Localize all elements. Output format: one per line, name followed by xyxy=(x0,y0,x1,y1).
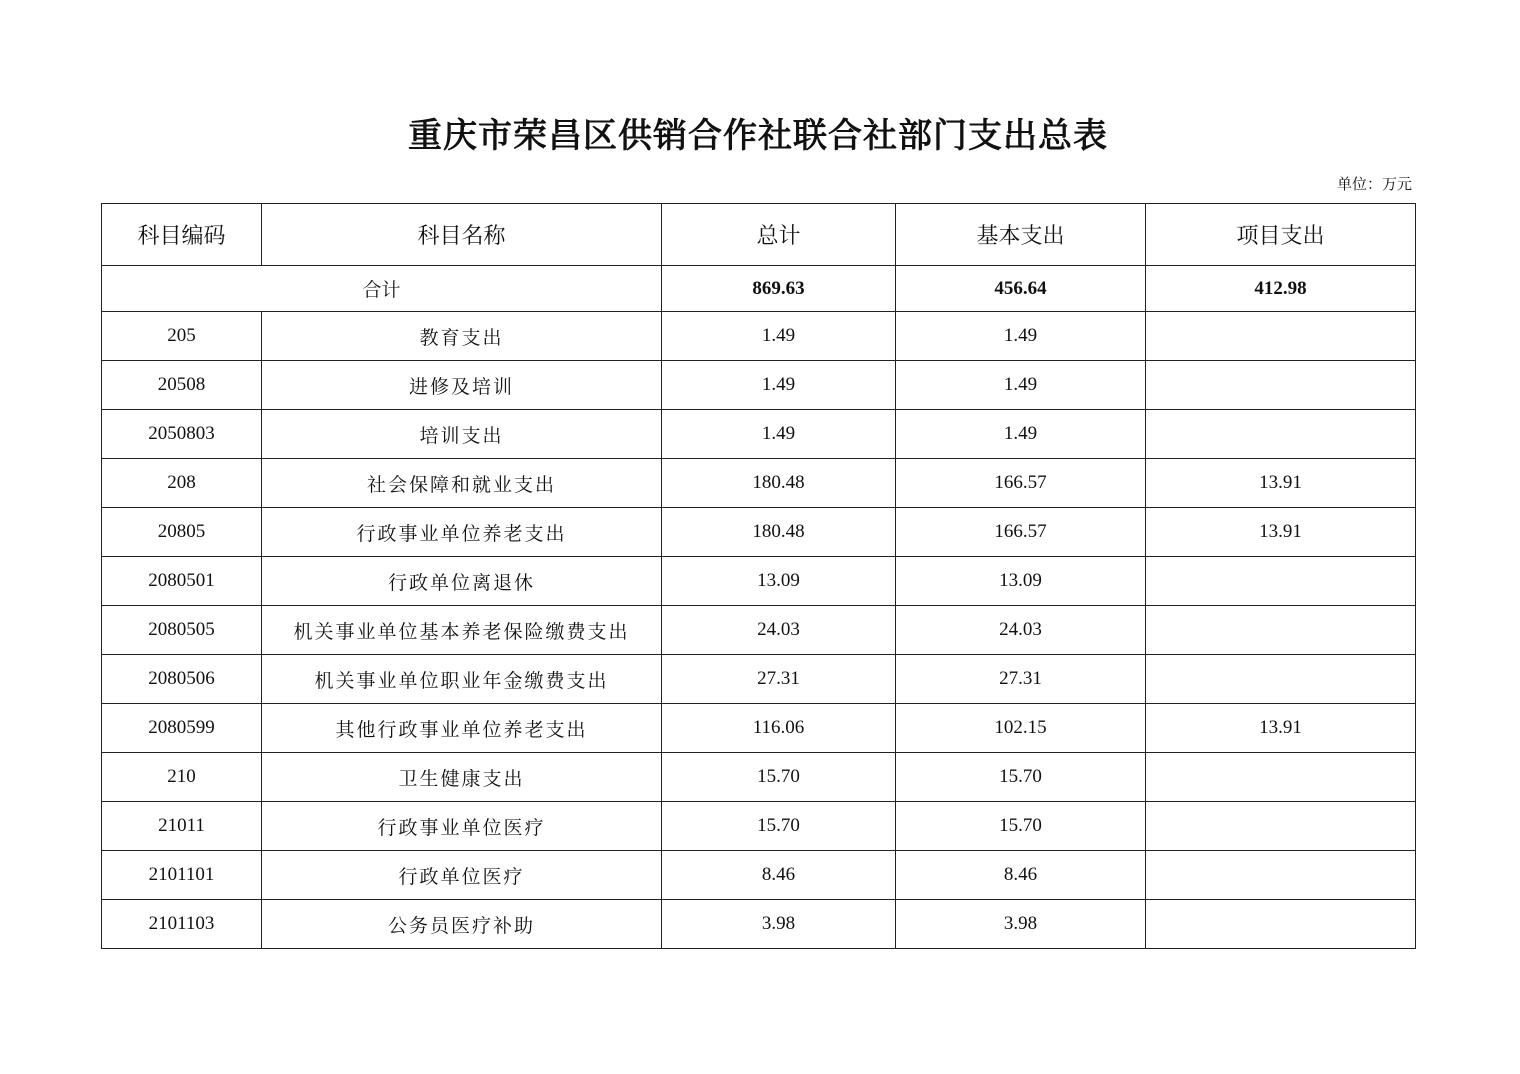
row-code: 2080506 xyxy=(102,655,262,704)
row-project xyxy=(1146,655,1416,704)
row-name: 进修及培训 xyxy=(262,361,662,410)
row-total: 13.09 xyxy=(662,557,896,606)
unit-label: 单位：万元 xyxy=(1336,175,1412,193)
row-code: 2080505 xyxy=(102,606,262,655)
row-basic: 1.49 xyxy=(896,410,1146,459)
row-project xyxy=(1146,361,1416,410)
row-total: 3.98 xyxy=(662,900,896,949)
row-basic: 166.57 xyxy=(896,508,1146,557)
row-name: 行政单位医疗 xyxy=(262,851,662,900)
row-code: 20805 xyxy=(102,508,262,557)
row-project xyxy=(1146,900,1416,949)
row-name: 教育支出 xyxy=(262,312,662,361)
total-row xyxy=(102,266,1416,312)
total-basic: 456.64 xyxy=(896,266,1146,312)
expenditure-table xyxy=(101,203,1416,949)
row-basic: 8.46 xyxy=(896,851,1146,900)
row-name: 培训支出 xyxy=(262,410,662,459)
row-project xyxy=(1146,802,1416,851)
table-row xyxy=(102,557,1416,606)
total-project: 412.98 xyxy=(1146,266,1416,312)
row-total: 15.70 xyxy=(662,802,896,851)
table-row xyxy=(102,361,1416,410)
table-row xyxy=(102,753,1416,802)
row-total: 1.49 xyxy=(662,312,896,361)
row-name: 公务员医疗补助 xyxy=(262,900,662,949)
row-name: 机关事业单位职业年金缴费支出 xyxy=(262,655,662,704)
row-code: 2050803 xyxy=(102,410,262,459)
row-total: 24.03 xyxy=(662,606,896,655)
header-total: 总计 xyxy=(662,204,896,266)
row-project xyxy=(1146,753,1416,802)
table-row xyxy=(102,655,1416,704)
table-row xyxy=(102,802,1416,851)
row-project: 13.91 xyxy=(1146,508,1416,557)
row-project: 13.91 xyxy=(1146,459,1416,508)
row-total: 15.70 xyxy=(662,753,896,802)
row-code: 20508 xyxy=(102,361,262,410)
row-code: 2101101 xyxy=(102,851,262,900)
table-row xyxy=(102,606,1416,655)
table-row xyxy=(102,508,1416,557)
row-code: 210 xyxy=(102,753,262,802)
row-total: 27.31 xyxy=(662,655,896,704)
row-project: 13.91 xyxy=(1146,704,1416,753)
row-basic: 102.15 xyxy=(896,704,1146,753)
table-row xyxy=(102,704,1416,753)
row-name: 行政单位离退休 xyxy=(262,557,662,606)
table-row xyxy=(102,312,1416,361)
header-project: 项目支出 xyxy=(1146,204,1416,266)
row-name: 卫生健康支出 xyxy=(262,753,662,802)
row-total: 180.48 xyxy=(662,508,896,557)
table-row xyxy=(102,900,1416,949)
table-row xyxy=(102,459,1416,508)
row-basic: 3.98 xyxy=(896,900,1146,949)
table-body xyxy=(102,266,1416,949)
row-total: 1.49 xyxy=(662,410,896,459)
row-total: 8.46 xyxy=(662,851,896,900)
header-code: 科目编码 xyxy=(102,204,262,266)
row-project xyxy=(1146,410,1416,459)
table-row xyxy=(102,851,1416,900)
row-name: 行政事业单位养老支出 xyxy=(262,508,662,557)
row-total: 1.49 xyxy=(662,361,896,410)
row-code: 2080599 xyxy=(102,704,262,753)
row-total: 116.06 xyxy=(662,704,896,753)
row-basic: 24.03 xyxy=(896,606,1146,655)
row-basic: 1.49 xyxy=(896,312,1146,361)
page-title: 重庆市荣昌区供销合作社联合社部门支出总表 xyxy=(408,116,1108,156)
row-code: 2101103 xyxy=(102,900,262,949)
row-project xyxy=(1146,312,1416,361)
row-basic: 15.70 xyxy=(896,753,1146,802)
row-name: 行政事业单位医疗 xyxy=(262,802,662,851)
row-code: 208 xyxy=(102,459,262,508)
row-code: 2080501 xyxy=(102,557,262,606)
row-basic: 13.09 xyxy=(896,557,1146,606)
row-name: 机关事业单位基本养老保险缴费支出 xyxy=(262,606,662,655)
row-project xyxy=(1146,851,1416,900)
header-basic: 基本支出 xyxy=(896,204,1146,266)
row-basic: 1.49 xyxy=(896,361,1146,410)
row-project xyxy=(1146,606,1416,655)
header-name: 科目名称 xyxy=(262,204,662,266)
row-code: 205 xyxy=(102,312,262,361)
row-total: 180.48 xyxy=(662,459,896,508)
row-code: 21011 xyxy=(102,802,262,851)
row-basic: 166.57 xyxy=(896,459,1146,508)
row-name: 其他行政事业单位养老支出 xyxy=(262,704,662,753)
total-label: 合计 xyxy=(102,266,662,312)
table-header-row xyxy=(102,204,1416,266)
row-name: 社会保障和就业支出 xyxy=(262,459,662,508)
row-project xyxy=(1146,557,1416,606)
row-basic: 27.31 xyxy=(896,655,1146,704)
row-basic: 15.70 xyxy=(896,802,1146,851)
total-sum: 869.63 xyxy=(662,266,896,312)
table-row xyxy=(102,410,1416,459)
